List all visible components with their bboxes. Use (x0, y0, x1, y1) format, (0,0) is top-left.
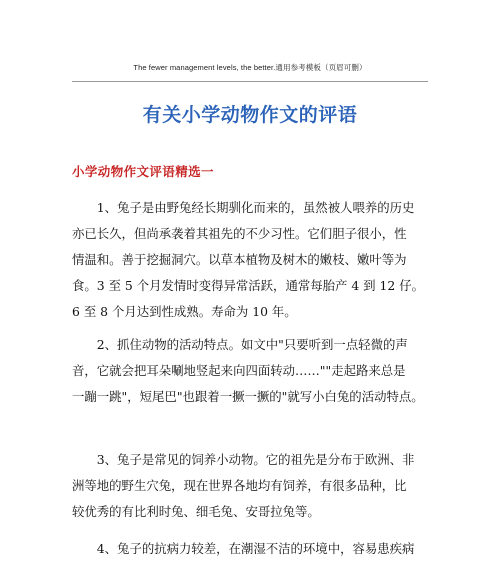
paragraph-line: 6 至 8 个月达到性成熟。寿命为 10 年。 (72, 304, 297, 319)
paragraph-line: 洲等地的野生穴兔，现在世界各地均有饲养，有很多品种，比 (72, 478, 407, 493)
section-heading: 小学动物作文评语精选一 (72, 164, 214, 179)
paragraph-line: 音，它就会把耳朵唰地竖起来向四面转动……""走起路来总是 (72, 363, 406, 378)
paragraph-line: 亦已长久，但尚承袭着其祖先的不少习性。它们胆子很小，性 (72, 226, 407, 241)
paragraph-line: 4、兔子的抗病力较差，在潮湿不洁的环境中，容易患疾病 (72, 541, 415, 556)
paragraph-1 (72, 195, 438, 325)
paragraph-line: 2、抓住动物的活动特点。如文中"只要听到一点轻微的声 (72, 337, 408, 352)
paragraph-line: 较优秀的有比利时兔、细毛兔、安哥拉兔等。 (72, 504, 320, 519)
paragraph-2 (72, 332, 438, 410)
header-divider (72, 81, 428, 82)
page-header-note: The fewer management levels, the better.通用参考模板（页眉可删） (133, 63, 367, 72)
document-title: 有关小学动物作文的评语 (142, 104, 358, 126)
paragraph-line: 食。3 至 5 个月发情时变得异常活跃，通常每胎产 4 到 12 仔。 (72, 278, 424, 293)
paragraph-4 (72, 536, 438, 562)
paragraph-line: 情温和。善于挖掘洞穴。以草本植物及树木的嫩枝、嫩叶等为 (72, 252, 407, 267)
paragraph-line: 1、兔子是由野兔经长期驯化而来的，虽然被人喂养的历史 (72, 200, 415, 215)
paragraph-line: 一蹦一跳"，短尾巴"也跟着一撅一撅的"就写小白兔的活动特点。 (72, 389, 424, 404)
paragraph-line: 3、兔子是常见的饲养小动物。它的祖先是分布于欧洲、非 (72, 452, 415, 467)
paragraph-3 (72, 447, 438, 525)
